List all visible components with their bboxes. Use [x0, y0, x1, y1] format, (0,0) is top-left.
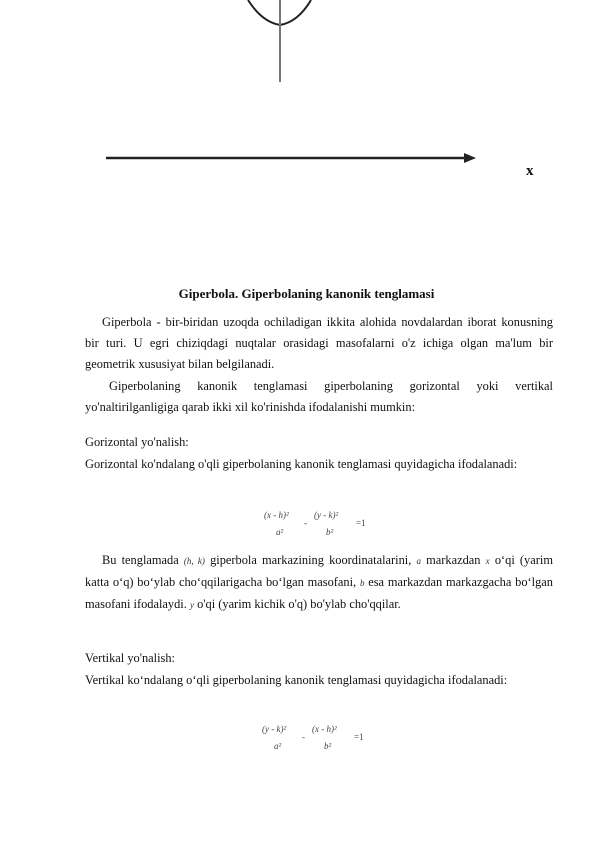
formula1-numerator-2: (y - k)² — [314, 510, 339, 520]
formula1-rhs: =1 — [356, 518, 366, 528]
paragraph-canonical-forms: Giperbolaning kanonik tenglamasi giperbolaning gorizontal yoki vertikal yo'naltirilganligiga qarab ikki xil ko'rinishda ifodalanishi mumkin: — [85, 379, 553, 415]
symbol-hk: (h, k) — [183, 556, 205, 566]
section-heading: Giperbola. Giperbolaning kanonik tenglamasi — [178, 286, 435, 301]
formula2-minus: - — [302, 732, 305, 742]
symbol-b: b — [359, 578, 365, 589]
formula2-denominator-1: a² — [274, 741, 282, 751]
paragraph-explanation: Bu tenglamada (h, k) giperbola markazining koordinatalarini, a markazdan x o‘qi (yarim katta o‘q) bo‘ylab cho‘qqilarigacha bo‘lgan masofani, b esa markazdan markazgacha bo‘lgan masofani ifodalaydi. y o'qi (yarim kichik o'q) bo'ylab cho'qqilar. — [85, 553, 553, 612]
vertical-direction-title: Vertikal yo'nalish: — [85, 651, 175, 665]
formula1-numerator-1: (x - h)² — [264, 510, 289, 520]
formula1-denominator-1: a² — [276, 527, 284, 537]
formula1-minus: - — [304, 518, 307, 528]
formula2-numerator-1: (y - k)² — [262, 724, 287, 734]
formula2-denominator-2: b² — [324, 741, 332, 751]
horizontal-direction-title: Gorizontal yo'nalish: — [85, 435, 189, 449]
formula2-numerator-2: (x - h)² — [312, 724, 337, 734]
hyperbola-figure — [0, 0, 595, 200]
symbol-x: x — [485, 556, 490, 566]
formula-horizontal — [262, 508, 382, 544]
formula2-rhs: =1 — [354, 732, 364, 742]
paragraph-definition: Giperbola - bir-biridan uzoqda ochiladigan ikkita alohida novdalardan iborat konusning bir turi. U egri chiziqdagi nuqtalar orasidagi masofalarni o'z ichiga olgan ma'lum bir geometrik xususiyat bilan belgilanadi. — [85, 315, 553, 372]
symbol-y: y — [189, 600, 194, 611]
formula-vertical — [260, 722, 380, 758]
horizontal-direction-text: Gorizontal ko'ndalang o'qli giperbolaning kanonik tenglamasi quyidagicha ifodalanadi: — [85, 457, 518, 471]
vertical-direction-text: Vertikal ko‘ndalang o‘qli giperbolaning kanonik tenglamasi quyidagicha ifodalanadi: — [85, 673, 508, 687]
formula1-denominator-2: b² — [326, 527, 334, 537]
x-axis-label: x — [526, 163, 534, 179]
x-axis-arrowhead — [464, 153, 476, 163]
symbol-a: a — [416, 556, 421, 566]
